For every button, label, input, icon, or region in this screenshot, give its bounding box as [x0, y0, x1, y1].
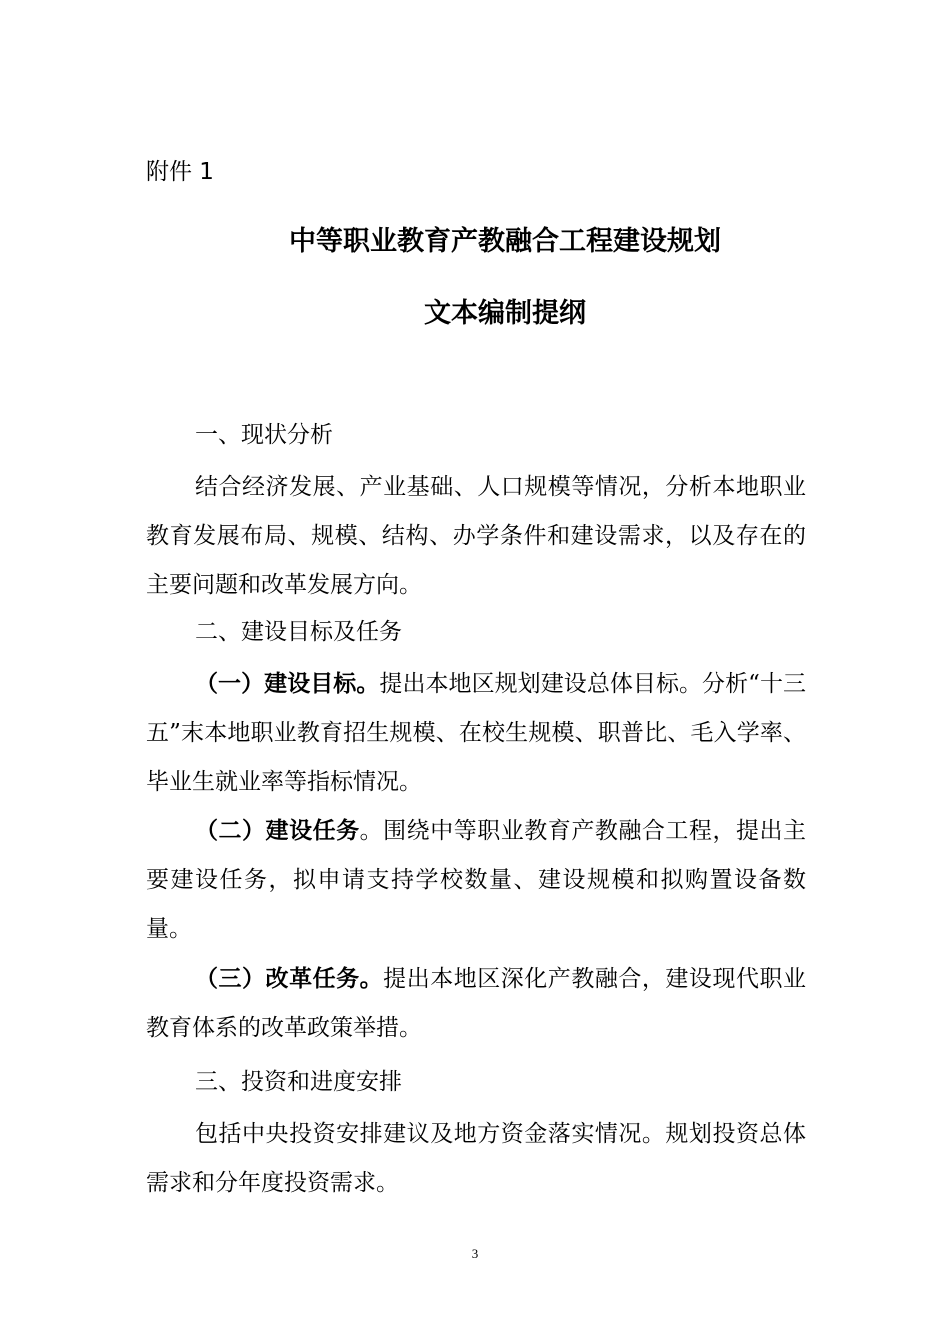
label-reform-task: （三）改革任务。 [195, 966, 384, 992]
text-reform-task: 提出本地区深化产教融合，建设现代职业教育体系的改革政策举措。 [146, 966, 807, 1041]
attachment-label: 附件 1 [146, 159, 214, 185]
document-title-line2: 文本编制提纲 [424, 298, 586, 329]
section-heading-status-analysis: 一、现状分析 [195, 422, 333, 448]
paragraph-reform-task [146, 955, 806, 1053]
label-construction-goal: （一）建设目标。 [195, 671, 380, 697]
section-heading-investment: 三、投资和进度安排 [195, 1069, 402, 1095]
text-construction-task: 。围绕中等职业教育产教融合工程，提出主要建设任务，拟申请支持学校数量、建设规模和拟购置设备数量。 [146, 818, 807, 942]
section-heading-goals-tasks: 二、建设目标及任务 [195, 619, 402, 645]
page-number: 3 [471, 1246, 479, 1261]
label-construction-task: （二）建设任务 [195, 818, 360, 844]
paragraph-construction-task [146, 807, 806, 954]
text-construction-goal: 提出本地区规划建设总体目标。分析“十三五”末本地职业教育招生规模、在校生规模、职普比、毛入学率、毕业生就业率等指标情况。 [146, 671, 807, 795]
section-body-status-analysis: 结合经济发展、产业基础、人口规模等情况，分析本地职业教育发展布局、规模、结构、办学条件和建设需求，以及存在的主要问题和改革发展方向。 [146, 474, 806, 598]
section-body-investment: 包括中央投资安排建议及地方资金落实情况。规划投资总体需求和分年度投资需求。 [146, 1121, 806, 1196]
paragraph-construction-goal [146, 660, 806, 807]
document-title-line1: 中等职业教育产教融合工程建设规划 [289, 226, 721, 257]
